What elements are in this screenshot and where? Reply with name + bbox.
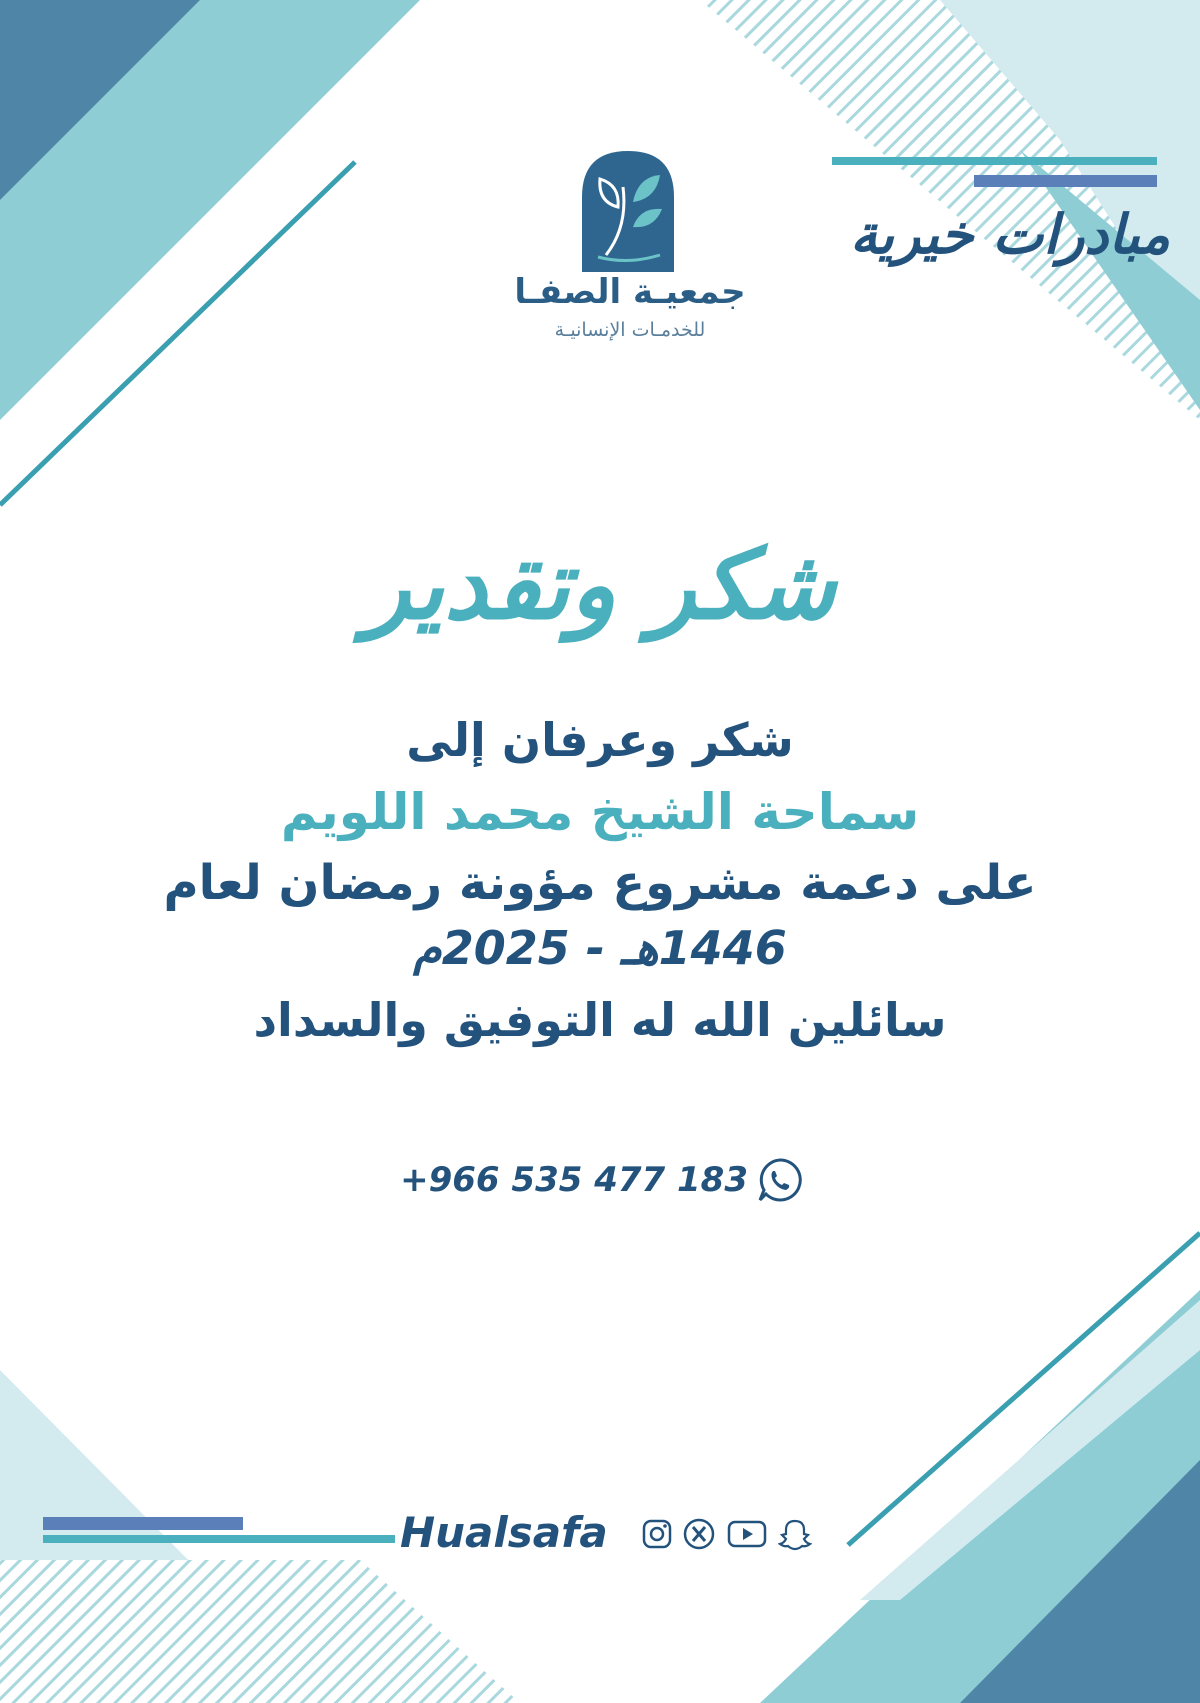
message-line-recipient: سماحة الشيخ محمد اللويم <box>280 783 920 841</box>
x-icon[interactable] <box>682 1517 716 1551</box>
message-line-gratitude: شكر وعرفان إلى <box>406 713 794 767</box>
bottom-left-bar-periwinkle <box>43 1517 243 1530</box>
social-row <box>390 1505 850 1561</box>
top-right-bar-teal <box>832 157 1157 165</box>
contact-row <box>400 1150 820 1210</box>
message-line-prayer: سائلين الله له التوفيق والسداد <box>253 993 947 1047</box>
initiatives-badge-title: مبادرات خيرية <box>850 203 1170 266</box>
message-line-project: على دعمة مشروع مؤونة رمضان لعام <box>163 855 1037 911</box>
message-line-year: 1446هـ - 2025م <box>413 921 787 975</box>
youtube-icon[interactable] <box>726 1517 768 1551</box>
top-right-bar-periwinkle <box>974 175 1157 187</box>
bottom-left-bar-teal <box>43 1535 395 1543</box>
organization-name: جمعيـة الصفـا <box>514 272 746 312</box>
organization-logo <box>578 147 678 272</box>
thanks-heading: شكر وتقدير <box>364 529 836 641</box>
instagram-icon[interactable] <box>640 1517 674 1551</box>
social-handle[interactable]: Hualsafa <box>400 1508 608 1557</box>
organization-subtitle: للخدمـات الإنسانيـة <box>554 319 706 341</box>
snapchat-icon[interactable] <box>778 1517 812 1551</box>
phone-number[interactable]: +966 535 477 183 <box>400 1160 748 1200</box>
bottom-left-striped-triangle <box>0 1560 520 1703</box>
whatsapp-icon[interactable] <box>756 1156 804 1204</box>
